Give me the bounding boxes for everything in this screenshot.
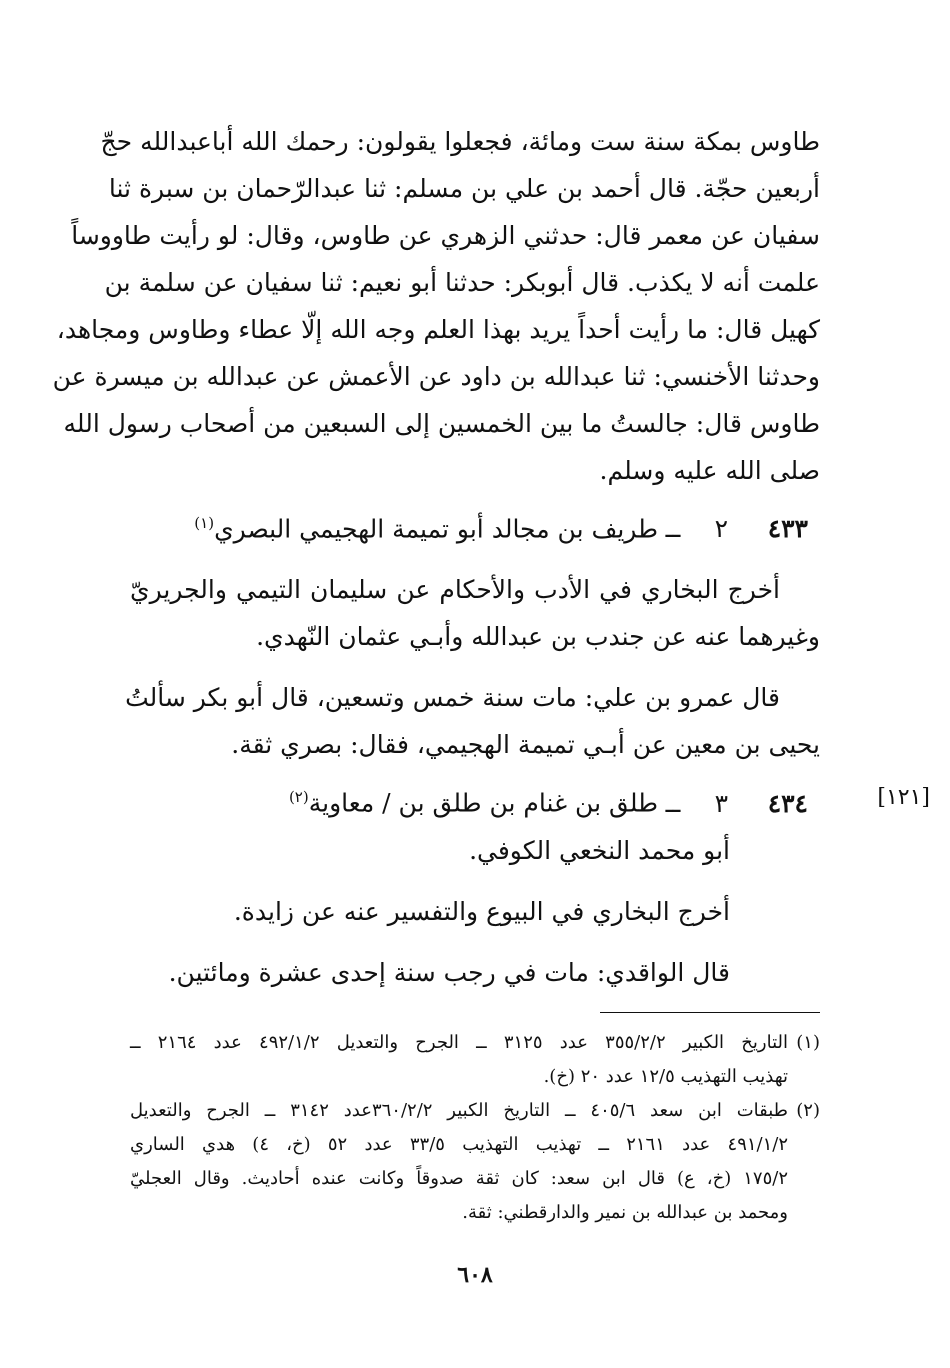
text-line: قال الواقدي: مات في رجب سنة إحدى عشرة ومائتين. bbox=[168, 957, 730, 987]
opening-paragraph bbox=[52, 118, 820, 494]
text-line: أخرج البخاري في البيوع والتفسير عنه عن زايدة. bbox=[233, 896, 730, 926]
footnotes bbox=[130, 1026, 820, 1230]
text-line: طاوس بمكة سنة ست ومائة، فجعلوا يقولون: رحمك الله أباعبدالله حجّ bbox=[100, 127, 820, 156]
footnote-text: طبقات ابن سعد ٤٠٥/٦ ــ التاريخ الكبير ٣٦٠/٢/٢عدد ٣١٤٢ ــ الجرح والتعديل bbox=[130, 1100, 788, 1121]
footnote-1 bbox=[130, 1026, 820, 1094]
entry-dash: ــ bbox=[665, 514, 681, 544]
text-line: طاوس قال: جالستُ ما بين الخمسين إلى السبعين من أصحاب رسول الله bbox=[63, 409, 820, 438]
text-line: سفيان عن معمر قال: حدثني الزهري عن طاوس، وقال: لو رأيت طاووساً bbox=[71, 221, 820, 250]
footnote-text: التاريخ الكبير ٣٥٥/٢/٢ عدد ٣١٢٥ ــ الجرح والتعديل ٤٩٢/١/٢ عدد ٢١٦٤ ــ bbox=[130, 1032, 788, 1053]
text-line: قال عمرو بن علي: مات سنة خمس وتسعين، قال أبو بكر سألتُ bbox=[125, 683, 780, 713]
entry-dash: ــ bbox=[665, 788, 681, 818]
entry-heading-434 bbox=[130, 774, 820, 826]
footnote-line bbox=[130, 1026, 820, 1060]
footnote-mark: (٢) bbox=[796, 1100, 820, 1121]
footnote-line: ٤٩١/١/٢ عدد ٢١٦١ ــ تهذيب التهذيب ٣٣/٥ عدد ٥٢ (خ، ٤) هدي الساري bbox=[130, 1134, 788, 1155]
entry-number: ٤٣٤ bbox=[767, 788, 808, 818]
text-line: علمت أنه لا يكذب. قال أبوبكر: حدثنا أبو نعيم: ثنا سفيان عن سلمة بن bbox=[104, 268, 820, 297]
footnote-2 bbox=[130, 1094, 820, 1230]
entry-heading-433 bbox=[130, 500, 820, 552]
entry-name-text: طريف بن مجالد أبو تميمة الهجيمي البصري bbox=[214, 514, 658, 544]
entry-name bbox=[289, 774, 658, 826]
text-line: كهيل قال: ما رأيت أحداً يريد بهذا العلم وجه الله إلّا عطاء وطاوس ومجاهد، bbox=[56, 315, 820, 344]
footnote-line: ١٧٥/٢ (خ، ع) قال ابن سعد: كان ثقة صدوقاً وكانت عنده أحاديث. وقال العجليّ bbox=[130, 1168, 788, 1189]
main-text bbox=[52, 118, 930, 996]
folio-marker: [١٢١] bbox=[877, 785, 930, 811]
entry-number: ٤٣٣ bbox=[767, 514, 808, 544]
footnote-mark: (١) bbox=[796, 1032, 820, 1053]
footnote-line bbox=[130, 1094, 820, 1128]
text-line: صلى الله عليه وسلم. bbox=[599, 456, 820, 485]
entry-434 bbox=[130, 774, 930, 995]
footnote-ref: (١) bbox=[194, 514, 215, 532]
text-line: وغيرهما عنه عن جندب بن عبدالله وأبـي عثمان النّهدي. bbox=[256, 622, 820, 652]
entry-seq: ٣ bbox=[714, 788, 728, 818]
text-line: يحيى بن معين عن أبـي تميمة الهجيمي، فقال: بصري ثقة. bbox=[231, 730, 820, 760]
footnote-line: تهذيب التهذيب ١٢/٥ عدد ٢٠ (خ). bbox=[543, 1066, 788, 1087]
text-line: أربعين حجّة. قال أحمد بن علي بن مسلم: ثنا عبدالرّحمان بن سبرة ثنا bbox=[108, 174, 820, 203]
entry-name bbox=[194, 500, 658, 552]
text-line: أبو محمد النخعي الكوفي. bbox=[469, 835, 730, 865]
entry-seq: ٢ bbox=[714, 514, 728, 544]
entry-name-text: طلق بن غنام بن طلق بن / معاوية bbox=[308, 788, 658, 818]
footnote-separator bbox=[600, 1012, 820, 1013]
entry1-paragraph-2 bbox=[125, 674, 820, 768]
entry2-body bbox=[130, 827, 730, 996]
footnote-ref: (٢) bbox=[288, 788, 309, 807]
entry1-paragraph-1 bbox=[130, 566, 820, 660]
text-line: وحدثنا الأخنسي: ثنا عبدالله بن داود عن الأعمش عن عبدالله بن ميسرة عن bbox=[52, 362, 820, 391]
text-line: أخرج البخاري في الأدب والأحكام عن سليمان التيمي والجريريّ bbox=[130, 575, 780, 605]
page-number: ٦٠٨ bbox=[457, 1262, 493, 1288]
footnote-line: ومحمد بن عبدالله بن نمير والدارقطني: ثقة. bbox=[462, 1202, 788, 1223]
